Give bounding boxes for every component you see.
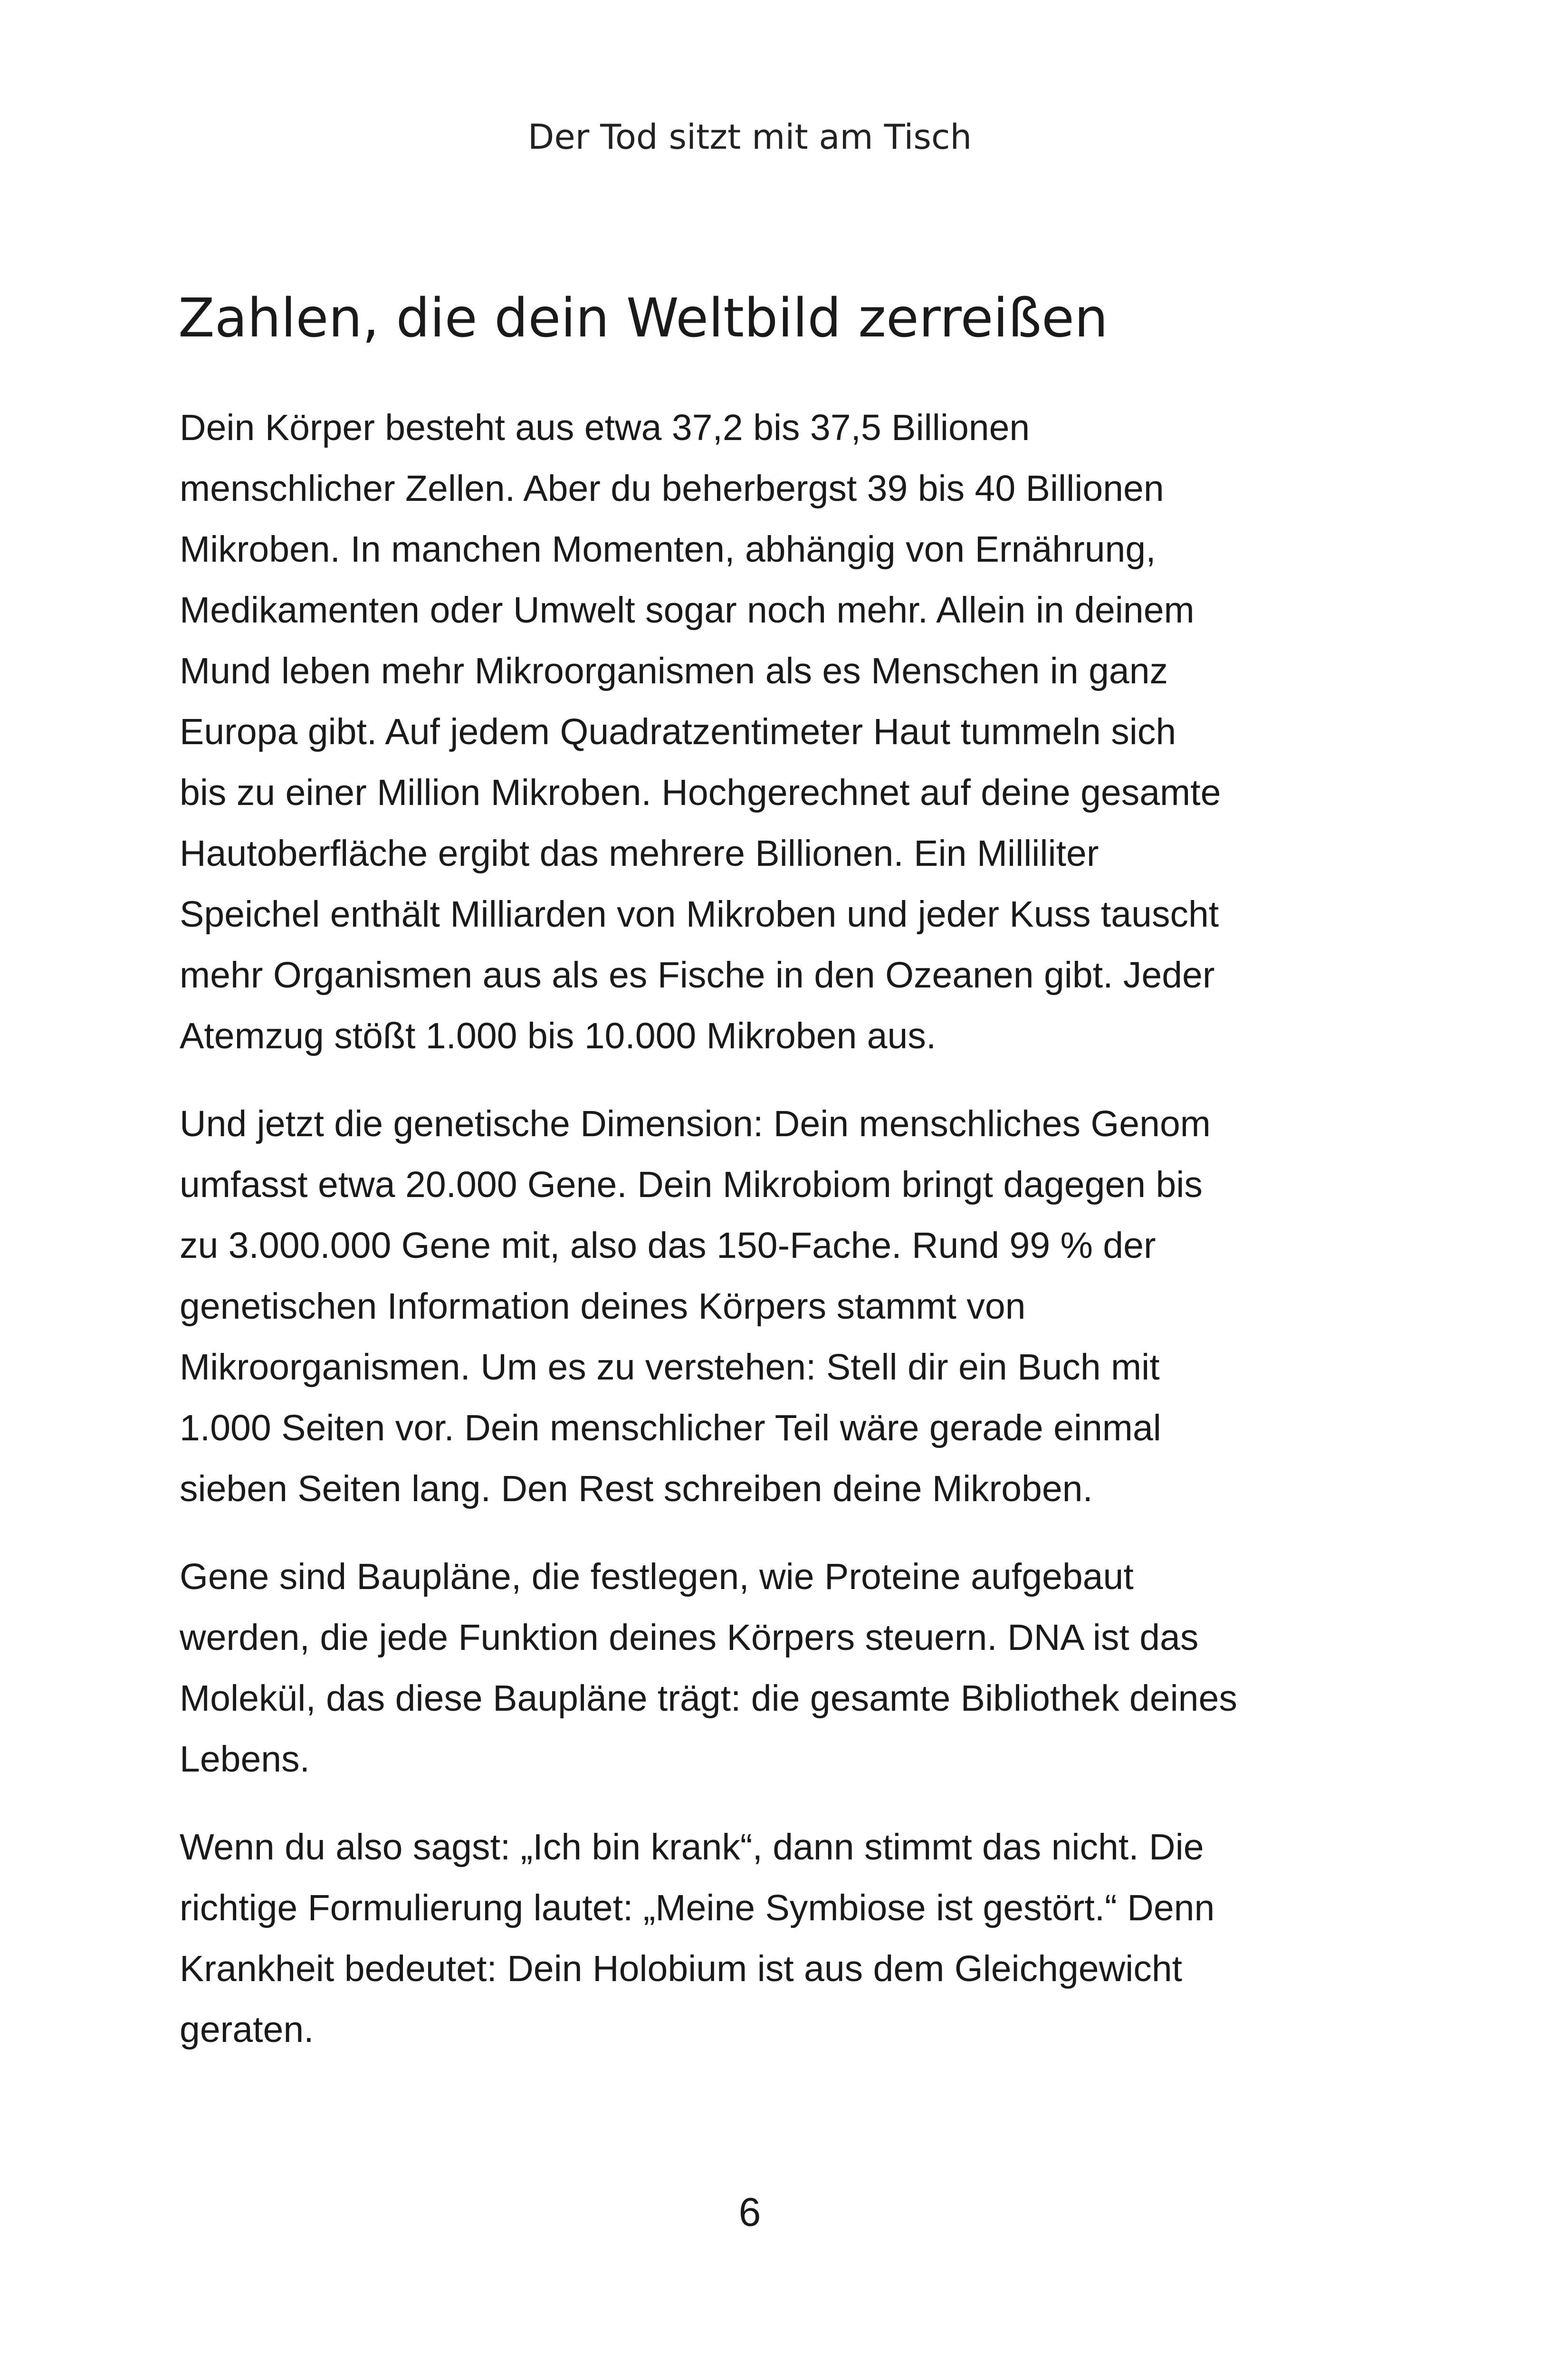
text-line: Molekül, das diese Baupläne trägt: die gesamte Bibliothek deines [180,1678,1237,1719]
chapter-title: Zahlen, die dein Weltbild zerreißen [178,287,1108,349]
body-text [180,397,1339,2087]
text-line: Medikamenten oder Umwelt sogar noch mehr. Allein in deinem [180,590,1195,631]
text-line: Gene sind Baupläne, die festlegen, wie Proteine aufgebaut [180,1556,1134,1597]
text-line: Dein Körper besteht aus etwa 37,2 bis 37,5 Billionen [180,407,1030,448]
paragraph-2 [180,1093,1339,1519]
paragraph-1 [180,397,1339,1066]
text-line: Wenn du also sagst: „Ich bin krank“, dann stimmt das nicht. Die [180,1827,1204,1868]
text-line: Lebens. [180,1739,310,1780]
text-line: Und jetzt die genetische Dimension: Dein menschliches Genom [180,1103,1211,1144]
text-line: richtige Formulierung lautet: „Meine Symbiose ist gestört.“ Denn [180,1887,1215,1928]
text-line: umfasst etwa 20.000 Gene. Dein Mikrobiom bringt dagegen bis [180,1164,1203,1205]
text-line: zu 3.000.000 Gene mit, also das 150-Fache. Rund 99 % der [180,1225,1156,1266]
paragraph-3 [180,1546,1339,1790]
text-line: mehr Organismen aus als es Fische in den Ozeanen gibt. Jeder [180,955,1215,996]
text-line: Krankheit bedeutet: Dein Holobium ist aus dem Gleichgewicht [180,1948,1183,1989]
text-line: Mikroorganismen. Um es zu verstehen: Stell dir ein Buch mit [180,1347,1160,1388]
text-line: bis zu einer Million Mikroben. Hochgerechnet auf deine gesamte [180,772,1221,813]
text-line: geraten. [180,2009,314,2050]
text-line: genetischen Information deines Körpers stammt von [180,1286,1026,1327]
page-number: 6 [738,2190,761,2234]
text-line: menschlicher Zellen. Aber du beherbergst 39 bis 40 Billionen [180,468,1164,509]
paragraph-4 [180,1817,1339,2060]
text-line: Speichel enthält Milliarden von Mikroben und jeder Kuss tauscht [180,894,1219,935]
running-header: Der Tod sitzt mit am Tisch [527,117,972,157]
text-line: Mikroben. In manchen Momenten, abhängig von Ernährung, [180,529,1156,570]
text-line: 1.000 Seiten vor. Dein menschlicher Teil wäre gerade einmal [180,1408,1161,1448]
text-line: Hautoberfläche ergibt das mehrere Billionen. Ein Milliliter [180,833,1099,874]
text-line: Atemzug stößt 1.000 bis 10.000 Mikroben aus. [180,1016,937,1056]
text-line: werden, die jede Funktion deines Körpers steuern. DNA ist das [180,1617,1199,1658]
text-line: Mund leben mehr Mikroorganismen als es Menschen in ganz [180,651,1168,691]
text-line: Europa gibt. Auf jedem Quadratzentimeter Haut tummeln sich [180,711,1176,752]
text-line: sieben Seiten lang. Den Rest schreiben deine Mikroben. [180,1468,1093,1509]
